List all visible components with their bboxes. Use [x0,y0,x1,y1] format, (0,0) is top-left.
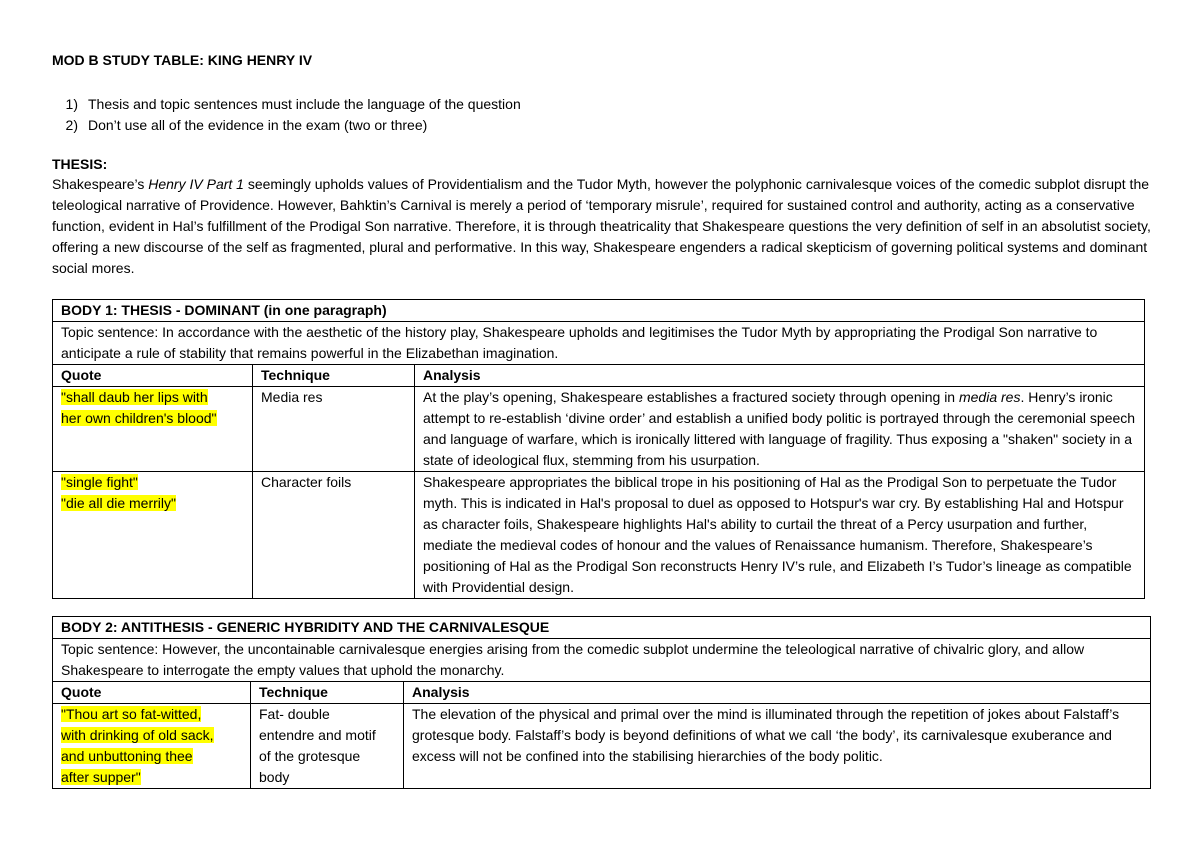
table-row [53,472,1145,599]
analysis-text: . Henry’s ironic attempt to re-establish ‘divine order’ and establish a unified body politic is portrayed through the ceremonial speech and language of warfare, which is ironically littered with language of fragility. Thus exposing a "shaken" society in a state of ideological flux, stemming from his usurpation. [423,389,1136,468]
thesis-italic-title: Henry IV Part 1 [148,176,244,192]
quote-cell [53,472,253,599]
technique-cell [251,704,404,789]
body1-heading: BODY 1: THESIS - DOMINANT (in one paragraph) [53,300,1145,322]
quote-cell [53,387,253,472]
rules-list [65,94,521,136]
thesis-heading: THESIS: [52,156,108,172]
column-header-analysis: Analysis [404,682,1151,704]
column-header-quote: Quote [53,682,251,704]
table-row [53,387,1145,472]
column-header-technique: Technique [251,682,404,704]
column-header-analysis: Analysis [415,365,1145,387]
list-item [65,115,521,136]
technique-text: of the grotesque [259,748,361,764]
highlighted-quote: "single fight" [61,474,138,490]
highlighted-quote: with drinking of old sack, [61,727,214,743]
analysis-text: At the play’s opening, Shakespeare establishes a fractured society through opening in [423,389,959,405]
technique-text: body [259,769,290,785]
highlighted-quote: "die all die merrily" [61,495,176,511]
thesis-paragraph [52,174,1152,279]
document-title: MOD B STUDY TABLE: KING HENRY IV [52,52,313,68]
body2-table [52,616,1151,789]
thesis-text: seemingly upholds values of Providentialism and the Tudor Myth, however the polyphonic carnivalesque voices of the comedic subplot disrupt the teleological narrative of Providence. However, Bahktin’s Carnival is merely a period of ‘temporary misrule’, required for sustained control and authority, acting as a conservative function, evident in Hal’s fulfillment of the Prodigal Son narrative. Therefore, it is through theatricality that Shakespeare questions the very definition of self in an absolutist society, offering a new discourse of the self as fragmented, plural and performative. In this way, Shakespeare engenders a radical skepticism of governing political systems and dominant social mores. [52,176,1151,276]
highlighted-quote: "Thou art so fat-witted, [61,706,202,722]
analysis-cell [415,387,1145,472]
technique-cell: Character foils [253,472,415,599]
body2-topic-sentence: Topic sentence: However, the uncontainable carnivalesque energies arising from the comedic subplot undermine the teleological narrative of chivalric glory, and allow Shakespeare to interrogate the empty values that uphold the monarchy. [53,639,1151,682]
quote-cell [53,704,251,789]
list-text: Don’t use all of the evidence in the exam (two or three) [88,117,428,133]
table-row [53,704,1151,789]
technique-text: entendre and motif [259,727,376,743]
analysis-cell: The elevation of the physical and primal over the mind is illuminated through the repetition of jokes about Falstaff’s grotesque body. Falstaff’s body is beyond definitions of what we call ‘the body’, its carnivalesque exuberance and excess will not be confined into the stabilising hierarchies of the body politic. [404,704,1151,789]
column-header-quote: Quote [53,365,253,387]
list-number: 1) [65,96,78,112]
highlighted-quote: "shall daub her lips with [61,389,208,405]
column-header-technique: Technique [253,365,415,387]
highlighted-quote: after supper" [61,769,141,785]
analysis-italic: media res [958,389,1021,405]
highlighted-quote: her own children's blood" [61,410,217,426]
list-text: Thesis and topic sentences must include the language of the question [88,96,521,112]
technique-cell: Media res [253,387,415,472]
thesis-text: Shakespeare’s [52,176,149,192]
highlighted-quote: and unbuttoning thee [61,748,193,764]
body1-topic-sentence: Topic sentence: In accordance with the aesthetic of the history play, Shakespeare upholds and legitimises the Tudor Myth by appropriating the Prodigal Son narrative to anticipate a rule of stability that remains powerful in the Elizabethan imagination. [53,322,1145,365]
body2-heading: BODY 2: ANTITHESIS - GENERIC HYBRIDITY AND THE CARNIVALESQUE [53,617,1151,639]
list-number: 2) [65,117,78,133]
technique-text: Fat- double [259,706,330,722]
analysis-cell: Shakespeare appropriates the biblical trope in his positioning of Hal as the Prodigal Son to perpetuate the Tudor myth. This is indicated in Hal's proposal to duel as opposed to Hotspur's war cry. By establishing Hal and Hotspur as character foils, Shakespeare highlights Hal's ability to curtail the threat of a Percy usurpation and further, mediate the medieval codes of honour and the values of Renaissance humanism. Therefore, Shakespeare’s positioning of Hal as the Prodigal Son reconstructs Henry IV’s rule, and Elizabeth I’s Tudor’s lineage as compatible with Providential design. [415,472,1145,599]
list-item [65,94,521,115]
body1-table [52,299,1145,599]
